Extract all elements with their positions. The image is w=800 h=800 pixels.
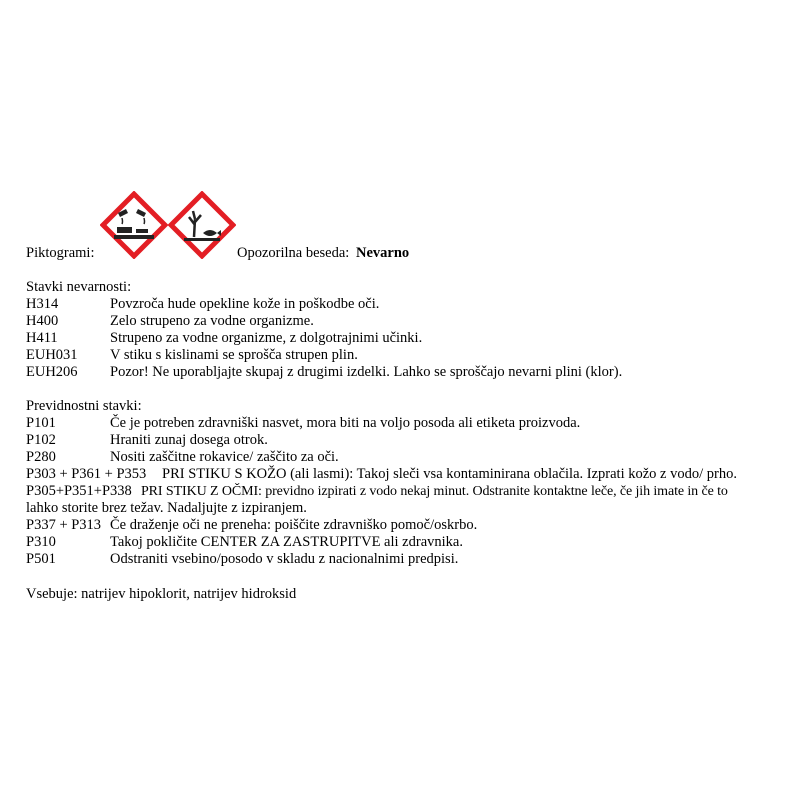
precautionary-statement-row: [0, 517, 800, 534]
contains-line: Vsebuje: natrijev hipoklorit, natrijev hidroksid: [26, 586, 297, 602]
hazard-code: H411: [26, 330, 58, 346]
precautionary-text: Takoj pokličite CENTER ZA ZASTRUPITVE ali zdravnika.: [110, 534, 463, 550]
precautionary-statement-row: [0, 534, 800, 551]
hazard-statement-row: [0, 347, 800, 364]
signal-word-label: Opozorilna beseda:: [237, 245, 350, 261]
precautionary-statement-row: [0, 415, 800, 432]
precautionary-statement-row: [0, 466, 800, 483]
signal-word-value: Nevarno: [356, 245, 410, 261]
environment-hazard-icon: [168, 191, 236, 259]
precautionary-text: Če je potreben zdravniški nasvet, mora biti na voljo posoda ali etiketa proizvoda.: [110, 415, 581, 431]
corrosion-icon: [100, 191, 168, 259]
precautionary-statements-heading: Previdnostni stavki:: [26, 398, 142, 414]
hazard-code: EUH031: [26, 347, 78, 363]
hazard-code: H314: [26, 296, 59, 312]
precautionary-text: Hraniti zunaj dosega otrok.: [110, 432, 268, 448]
precautionary-code: P101: [26, 415, 56, 431]
precautionary-statement-continuation: [0, 500, 800, 517]
precautionary-statement-row: [0, 551, 800, 568]
hazard-statements-heading: Stavki nevarnosti:: [26, 279, 132, 295]
precautionary-text: Odstraniti vsebino/posodo v skladu z nacionalnimi predpisi.: [110, 551, 459, 567]
precautionary-code: P305+P351+P338: [26, 483, 132, 499]
precautionary-code: P337 + P313: [26, 517, 102, 533]
hazard-statement-row: [0, 364, 800, 381]
pictograms-label: Piktogrami:: [26, 245, 95, 261]
precautionary-statement-row: [0, 432, 800, 449]
hazard-text: V stiku s kislinami se sprošča strupen plin.: [110, 347, 358, 363]
precautionary-text: PRI STIKU Z OČMI: previdno izpirati z vodo nekaj minut. Odstranite kontaktne leče, če jih imate in če to: [141, 484, 728, 499]
hazard-text: Pozor! Ne uporabljajte skupaj z drugimi izdelki. Lahko se sproščajo nevarni plini (klor).: [110, 364, 623, 380]
hazard-code: H400: [26, 313, 59, 329]
precautionary-text: PRI STIKU S KOŽO (ali lasmi): Takoj sleči vsa kontaminirana oblačila. Izprati kožo z vodo/ prho.: [162, 466, 737, 482]
precautionary-code: P102: [26, 432, 56, 448]
precautionary-code: P303 + P361 + P353: [26, 466, 147, 482]
precautionary-statement-row: [0, 483, 800, 500]
hazard-text: Zelo strupeno za vodne organizme.: [110, 313, 314, 329]
hazard-text: Povzroča hude opekline kože in poškodbe oči.: [110, 296, 380, 312]
precautionary-text: Nositi zaščitne rokavice/ zaščito za oči.: [110, 449, 339, 465]
precautionary-code: P501: [26, 551, 56, 567]
precautionary-code: P280: [26, 449, 56, 465]
hazard-text: Strupeno za vodne organizme, z dolgotrajnimi učinki.: [110, 330, 423, 346]
hazard-code: EUH206: [26, 364, 78, 380]
precautionary-text-continuation: lahko storite brez težav. Nadaljujte z izpiranjem.: [26, 500, 307, 516]
precautionary-statement-row: [0, 449, 800, 466]
precautionary-code: P310: [26, 534, 56, 550]
hazard-statement-row: [0, 296, 800, 313]
hazard-statement-row: [0, 330, 800, 347]
hazard-statement-row: [0, 313, 800, 330]
precautionary-text: Če draženje oči ne preneha: poiščite zdravniško pomoč/oskrbo.: [110, 517, 478, 533]
